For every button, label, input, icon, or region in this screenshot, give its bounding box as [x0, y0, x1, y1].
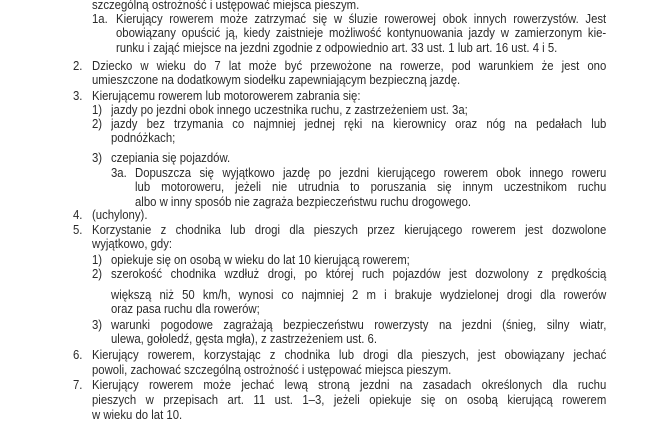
paragraph-3a-number: 3a. — [111, 165, 127, 180]
paragraph-3-line: Kierującemu rowerem lub motorowerem zabrania się: — [92, 88, 361, 103]
point-number: 2) — [92, 266, 103, 281]
paragraph-6-line: powoli, zachować szczególną ostrożność i ustępować miejsca pieszym. — [92, 362, 452, 377]
paragraph-4-line: (uchylony). — [92, 207, 148, 222]
point-number: 3) — [92, 150, 103, 165]
point-line: ulewa, gołoledź, gęsta mgła), z zastrzeżeniem ust. 6. — [111, 331, 378, 346]
paragraph-1a-line: obowiązany opuścić ją, kiedy zaistnieje możliwość kontynuowania jazdy w zamierzonym kie- — [116, 25, 607, 40]
paragraph-5-number: 5. — [73, 222, 83, 237]
point-number: 1) — [92, 102, 103, 117]
point-number: 1) — [92, 252, 103, 267]
paragraph-4-number: 4. — [73, 207, 83, 222]
paragraph-2-number: 2. — [73, 58, 83, 73]
paragraph-2-line: umieszczone na dodatkowym siodełku zapewniającym bezpieczną jazdę. — [92, 72, 461, 87]
paragraph-1a-line: Kierujący rowerem może zatrzymać się w śluzie rowerowej obok innych rowerzystów. Jest — [116, 11, 607, 26]
point-number: 3) — [92, 317, 103, 332]
paragraph-6-line: Kierujący rowerem, korzystając z chodnika lub drogi dla pieszych, jest obowiązany jechać — [92, 347, 607, 362]
paragraph-6-number: 6. — [73, 347, 83, 362]
point-line: jazdy po jezdni obok innego uczestnika ruchu, z zastrzeżeniem ust. 3a; — [111, 102, 468, 117]
paragraph-1-tail: szczególną ostrożność i ustępować miejsca pieszym. — [92, 0, 360, 12]
point-number: 2) — [92, 116, 103, 131]
point-line: podnóżkach; — [111, 130, 176, 145]
paragraph-2-line: Dziecko w wieku do 7 lat może być przewożone na rowerze, pod warunkiem że jest ono — [92, 58, 607, 73]
paragraph-1a-line: runku i zająć miejsce na jezdni zgodnie z odpowiednio art. 33 ust. 1 lub art. 16 ust. 4 i 5. — [116, 40, 558, 55]
paragraph-3a-line: lub motoroweru, jeżeli nie utrudnia to poruszania się innym uczestnikom ruchu — [135, 179, 607, 194]
point-line: jazdy bez trzymania co najmniej jednej ręki na kierownicy oraz nóg na pedałach lub — [111, 116, 607, 131]
paragraph-3a-line: albo w inny sposób nie zagraża bezpieczeństwu ruchu drogowego. — [135, 194, 472, 209]
point-line: większą niż 50 km/h, wynosi co najmniej 2 m i brakuje wydzielonej drogi dla rowerów — [111, 287, 607, 302]
paragraph-7-line: Kierujący rowerem może jechać lewą stroną jezdni na zasadach określonych dla ruchu — [92, 377, 607, 392]
paragraph-5-line: Korzystanie z chodnika lub drogi dla pieszych przez kierującego rowerem jest dozwolone — [92, 222, 607, 237]
paragraph-7-line: w wieku do lat 10. — [92, 407, 183, 422]
paragraph-7-line: pieszych w przepisach art. 11 ust. 1–3, jeżeli opiekuje się on osobą kierującą rowerem — [92, 392, 607, 407]
paragraph-1a-number: 1a. — [92, 11, 108, 26]
point-line: warunki pogodowe zagrażają bezpieczeństwu rowerzysty na jezdni (śnieg, silny wiatr, — [111, 317, 607, 332]
paragraph-3a-line: Dopuszcza się wyjątkowo jazdę po jezdni kierującego rowerem obok innego roweru — [135, 165, 607, 180]
point-line: czepiania się pojazdów. — [111, 150, 231, 165]
paragraph-5-line: wyjątkowo, gdy: — [92, 236, 173, 251]
point-line: oraz pasa ruchu dla rowerów; — [111, 301, 260, 316]
point-line: szerokość chodnika wzdłuż drogi, po której ruch pojazdów jest dozwolony z prędkością — [111, 266, 607, 281]
paragraph-7-number: 7. — [73, 377, 83, 392]
point-line: opiekuje się on osobą w wieku do lat 10 kierującą rowerem; — [111, 252, 410, 267]
paragraph-3-number: 3. — [73, 88, 83, 103]
